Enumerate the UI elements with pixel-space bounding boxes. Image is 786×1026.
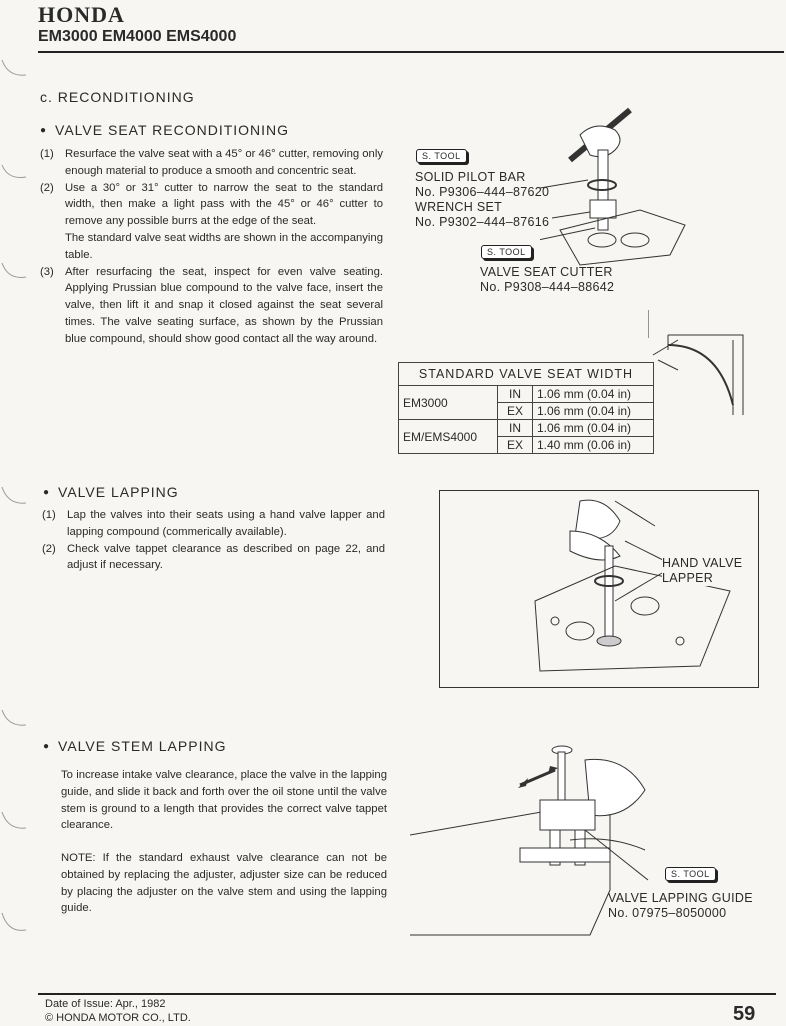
valve-seat-steps [40,146,383,348]
valve-seat-width-table [398,362,654,454]
model-list: EM3000 EM4000 EMS4000 [38,28,237,45]
stool-badge-2: S. TOOL [481,242,532,260]
brand-logo: HONDA [38,2,125,27]
valve-seat-cutter-illustration [540,100,690,270]
hand-lapper-illustration [440,491,758,687]
table-title: STANDARD VALVE SEAT WIDTH [399,363,654,386]
table-row: EM/EMS4000 IN 1.06 mm (0.04 in) [399,420,654,437]
table-row: EX 1.06 mm (0.04 in) [399,403,654,420]
step-2-note: The standard valve seat widths are shown in the accompanying table. [65,231,383,261]
tool-list-1: SOLID PILOT BAR No. P9306–444–87620 WRENCH SET No. P9302–444–87616 [415,170,550,229]
table-row: EM3000 IN 1.06 mm (0.04 in) [399,386,654,403]
seat-section-illustration [648,310,748,420]
binding-marks [0,55,30,955]
step-3: (3) After resurfacing the seat, inspect for even valve seating. Applying Prussian blue compound to the valve face, insert the valve, then lift it and snap it closed against the seat several times. The valve seating surface, as shown by the Prussian blue compound, should show good contact all the way around. [40,265,383,345]
page-number: 59 [733,1003,756,1025]
lapping-step-1: (1) Lap the valves into their seats using a hand valve lapper and lapping compound (commerically available). [42,509,385,538]
issue-date: Date of Issue: Apr., 1982 [45,998,166,1010]
hand-lapper-label: HAND VALVE LAPPER [662,556,743,585]
hand-lapper-figure [439,490,759,688]
step-1: (1) Resurface the valve seat with a 45° or 46° cutter, removing only enough material to produce a smooth and concentric seat. [40,148,383,177]
section-title: c. RECONDITIONING [40,89,195,105]
tool-cutter: VALVE SEAT CUTTER No. P9308–444–88642 [480,265,615,294]
copyright: © HONDA MOTOR CO., LTD. [45,1012,191,1024]
stool-badge-3: S. TOOL [665,864,716,882]
header-rule [38,51,784,53]
stem-lapping-para: To increase intake valve clearance, place the valve in the lapping guide, and slide it back and forth over the oil stone until the valve stem is ground to a length that provides the correct valve tappet clearance. [61,769,387,832]
lapping-guide-label: VALVE LAPPING GUIDE No. 07975–8050000 [608,891,753,920]
lapping-step-2: (2) Check valve tappet clearance as described on page 22, and adjust if necessary. [42,542,385,572]
stem-lapping-heading: ● VALVE STEM LAPPING [43,738,226,754]
footer-rule [38,993,776,995]
valve-lapping-steps [42,507,385,574]
table-row: EX 1.40 mm (0.06 in) [399,437,654,454]
step-2: (2) Use a 30° or 31° cutter to narrow the seat to the standard width, then make a light pass with the 45° or 46° cutter to remove any possible burrs at the edge of the seat. [40,181,383,228]
stem-lapping-note: NOTE: If the standard exhaust valve clearance can not be obtained by replacing the adjuster, adjuster size can be reduced by placing the adjuster on the valve stem and using the lapping guide. [61,852,387,915]
stool-badge-1: S. TOOL [416,146,467,164]
valve-lapping-heading: ● VALVE LAPPING [43,484,179,500]
valve-seat-heading: ● VALVE SEAT RECONDITIONING [40,122,289,138]
